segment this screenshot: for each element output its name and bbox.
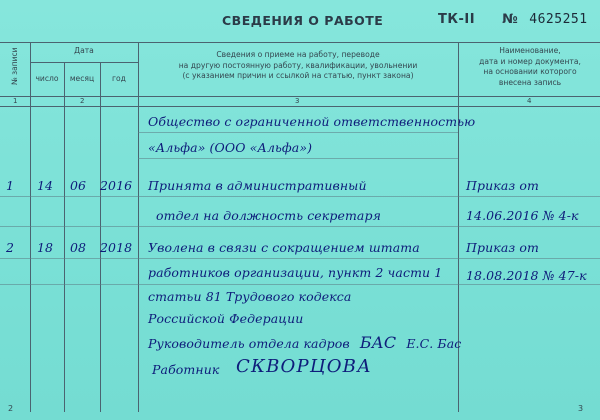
worker-label: Работник	[152, 362, 220, 377]
writing-rule	[0, 284, 600, 285]
organization-line: «Альфа» (ООО «Альфа»)	[148, 140, 313, 155]
record-month: 08	[70, 240, 87, 255]
series-code: ТК-II	[438, 12, 476, 27]
info-header-line: на другую постоянную работу, квалификации, увольнении	[178, 60, 418, 70]
organization-line: Общество с ограниченной ответственностью	[148, 114, 476, 129]
col-number-2: 2	[80, 97, 85, 105]
record-doc-line: 18.08.2018 № 47-к	[466, 268, 587, 283]
record-text-line: Российской Федерации	[148, 311, 304, 326]
hr-signature: БАС	[359, 333, 397, 352]
writing-rule	[0, 196, 600, 197]
day-header: число	[35, 74, 59, 83]
record-text-line: Уволена в связи с сокращением штата	[148, 240, 420, 255]
page-number-right: 3	[578, 404, 584, 413]
record-doc-line: Приказ от	[466, 178, 539, 193]
record-text-line: Принята в административный	[148, 178, 367, 193]
doc-header	[460, 46, 600, 88]
writing-rule	[138, 158, 458, 159]
record-doc-line: 14.06.2016 № 4-к	[466, 208, 579, 223]
writing-rule	[0, 226, 600, 227]
col-divider-2	[138, 42, 139, 412]
info-header	[140, 50, 456, 82]
record-text-line: отдел на должность секретаря	[156, 208, 381, 223]
info-header-line: (с указанием причин и ссылкой на статью, пункт закона)	[182, 71, 414, 80]
worker-signature: СКВОРЦОВА	[236, 356, 372, 377]
hr-signature-line	[148, 333, 461, 352]
col-no-header: № записи	[10, 47, 19, 85]
record-no: 2	[6, 240, 15, 255]
col-number-3: 3	[295, 97, 300, 105]
col-number-1: 1	[13, 97, 18, 105]
col-divider-3	[458, 42, 459, 412]
writing-rule	[138, 132, 458, 133]
col-divider-day	[64, 62, 65, 412]
record-month: 06	[70, 178, 87, 193]
col-divider-month	[100, 62, 101, 412]
hr-title: Руководитель отдела кадров	[148, 336, 350, 351]
table-header-bottom-line	[0, 96, 600, 97]
hr-name: Е.С. Бас	[406, 336, 462, 351]
year-header: год	[112, 74, 126, 83]
book-series	[438, 12, 588, 27]
record-no: 1	[6, 178, 15, 193]
date-group-line	[30, 62, 138, 63]
number-sign: №	[502, 12, 519, 27]
record-day: 18	[37, 240, 54, 255]
record-text-line: работников организации, пункт 2 части 1	[148, 265, 443, 280]
page-number-left: 2	[8, 404, 14, 413]
doc-header-line: внесена запись	[498, 77, 562, 87]
table-numbers-line	[0, 106, 600, 107]
doc-header-line: дата и номер документа,	[479, 56, 581, 66]
date-group-header: Дата	[74, 46, 94, 55]
table-top-line	[0, 42, 600, 43]
record-doc-line: Приказ от	[466, 240, 539, 255]
record-text-line: статьи 81 Трудового кодекса	[148, 289, 352, 304]
writing-rule	[0, 258, 600, 259]
record-year: 2016	[100, 178, 133, 193]
page-title: СВЕДЕНИЯ О РАБОТЕ	[222, 13, 384, 28]
col-divider-1	[30, 42, 31, 412]
doc-header-line: Наименование,	[499, 46, 561, 55]
record-day: 14	[37, 178, 54, 193]
book-number: 4625251	[529, 12, 588, 27]
record-year: 2018	[100, 240, 133, 255]
col-number-4: 4	[527, 97, 532, 105]
info-header-line: Сведения о приеме на работу, переводе	[216, 50, 380, 59]
doc-header-line: на основании которого	[483, 67, 577, 76]
month-header: месяц	[69, 74, 95, 83]
